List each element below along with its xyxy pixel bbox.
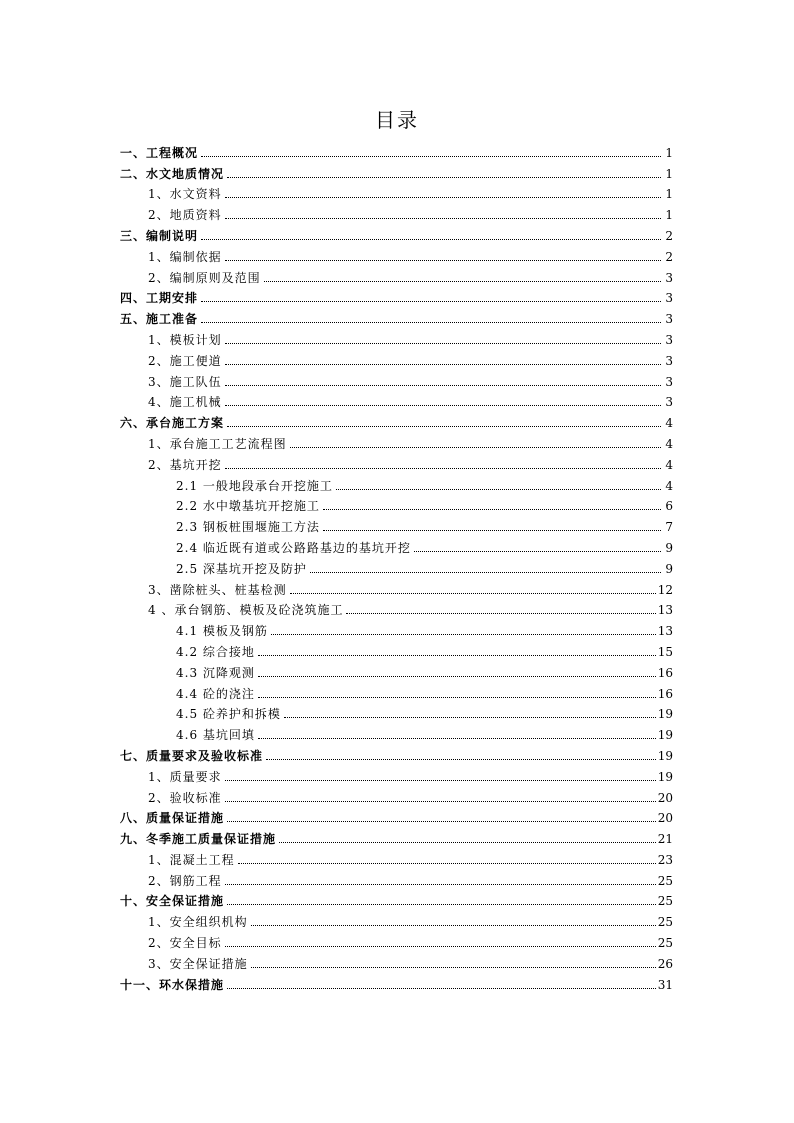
toc-entry[interactable] [120, 493, 673, 514]
dot-leader [225, 405, 661, 406]
toc-entry-title: 1、混凝土工程 [148, 852, 235, 867]
dot-leader [258, 655, 656, 656]
toc-entry-title: 1、承台施工工艺流程图 [148, 436, 287, 451]
dot-leader [310, 572, 661, 573]
toc-entry-page-number: 12 [657, 582, 673, 597]
dot-leader [201, 322, 661, 323]
toc-entry-title: 2、编制原则及范围 [148, 270, 261, 285]
dot-leader [225, 343, 661, 344]
toc-entry-title: 3、安全保证措施 [148, 956, 248, 971]
toc-entry[interactable] [120, 908, 673, 929]
dot-leader [227, 821, 656, 822]
toc-entry-title: 1、编制依据 [148, 249, 222, 264]
toc-entry[interactable] [120, 680, 673, 701]
toc-entry[interactable] [120, 472, 673, 493]
dot-leader [323, 509, 661, 510]
toc-entry-page-number: 25 [657, 873, 673, 888]
toc-entry-title: 2.2 水中墩基坑开挖施工 [176, 499, 320, 514]
dot-leader [225, 385, 661, 386]
dot-leader [279, 842, 656, 843]
toc-entry[interactable] [120, 222, 673, 243]
toc-entry-title: 2、钢筋工程 [148, 873, 222, 888]
toc-entry-title: 七、质量要求及验收标准 [120, 748, 264, 763]
toc-entry[interactable] [120, 243, 673, 264]
toc-entry-title: 4、施工机械 [148, 395, 222, 410]
toc-entry[interactable] [120, 389, 673, 410]
dot-leader [290, 593, 656, 594]
toc-entry[interactable] [120, 742, 673, 763]
dot-leader [284, 717, 656, 718]
toc-entry-title: 四、工期安排 [120, 291, 199, 306]
toc-entry[interactable] [120, 201, 673, 222]
toc-entry[interactable] [120, 305, 673, 326]
dot-leader [336, 489, 661, 490]
toc-entry[interactable] [120, 285, 673, 306]
toc-entry-page-number: 26 [657, 956, 673, 971]
dot-leader [225, 780, 656, 781]
toc-entry-page-number: 3 [665, 291, 673, 306]
dot-leader [227, 426, 661, 427]
toc-entry-title: 六、承台施工方案 [120, 416, 225, 431]
toc-entry[interactable] [120, 451, 673, 472]
toc-entry-title: 八、质量保证措施 [120, 811, 225, 826]
dot-leader [323, 530, 661, 531]
dot-leader [225, 218, 661, 219]
toc-entry-page-number: 23 [657, 852, 673, 867]
toc-entry-page-number: 4 [665, 416, 673, 431]
toc-entry-title: 2、验收标准 [148, 790, 222, 805]
toc-entry-page-number: 2 [665, 228, 673, 243]
toc-entry-page-number: 9 [665, 561, 673, 576]
toc-entry-page-number: 21 [657, 832, 673, 847]
toc-entry-page-number: 13 [657, 624, 673, 639]
toc-entry-page-number: 4 [665, 478, 673, 493]
toc-entry[interactable] [120, 929, 673, 950]
toc-entry[interactable] [120, 576, 673, 597]
toc-entry[interactable] [120, 950, 673, 971]
dot-leader [201, 156, 661, 157]
toc-entry-page-number: 3 [665, 270, 673, 285]
toc-entry-page-number: 9 [665, 540, 673, 555]
dot-leader [201, 301, 661, 302]
toc-entry-page-number: 1 [665, 166, 673, 181]
toc-entry-title: 2.1 一般地段承台开挖施工 [176, 478, 333, 493]
dot-leader [227, 904, 656, 905]
toc-entry[interactable] [120, 701, 673, 722]
table-of-contents [120, 139, 673, 992]
dot-leader [258, 676, 656, 677]
toc-entry-title: 4.3 沉降观测 [176, 665, 255, 680]
toc-entry-page-number: 1 [665, 145, 673, 160]
toc-entry[interactable] [120, 160, 673, 181]
toc-entry[interactable] [120, 368, 673, 389]
toc-entry[interactable] [120, 139, 673, 160]
toc-entry-page-number: 7 [665, 520, 673, 535]
dot-leader [225, 801, 656, 802]
toc-entry-title: 五、施工准备 [120, 312, 199, 327]
toc-entry-title: 2.5 深基坑开挖及防护 [176, 561, 307, 576]
toc-entry-page-number: 2 [665, 249, 673, 264]
toc-entry[interactable] [120, 888, 673, 909]
toc-entry-page-number: 19 [657, 769, 673, 784]
toc-entry-title: 2.4 临近既有道或公路路基边的基坑开挖 [176, 540, 411, 555]
dot-leader [225, 946, 656, 947]
toc-entry-page-number: 13 [657, 603, 673, 618]
toc-entry-page-number: 4 [665, 436, 673, 451]
toc-entry-title: 1、安全组织机构 [148, 915, 248, 930]
toc-entry[interactable] [120, 326, 673, 347]
toc-entry-title: 2.3 钢板桩围堰施工方法 [176, 520, 320, 535]
toc-entry-page-number: 16 [657, 686, 673, 701]
toc-entry[interactable] [120, 430, 673, 451]
toc-entry-title: 4 、承台钢筋、模板及砼浇筑施工 [148, 603, 344, 618]
toc-entry-page-number: 3 [665, 353, 673, 368]
toc-entry-page-number: 4 [665, 457, 673, 472]
toc-entry[interactable] [120, 638, 673, 659]
page-title: 目录 [375, 108, 419, 132]
toc-entry[interactable] [120, 409, 673, 430]
toc-entry[interactable] [120, 825, 673, 846]
toc-entry-title: 十一、环水保措施 [120, 977, 225, 992]
toc-entry[interactable] [120, 805, 673, 826]
dot-leader [225, 364, 661, 365]
toc-entry-title: 2、地质资料 [148, 208, 222, 223]
dot-leader [225, 884, 656, 885]
toc-entry[interactable] [120, 784, 673, 805]
dot-leader [227, 177, 661, 178]
toc-entry[interactable] [120, 721, 673, 742]
toc-entry-title: 3、凿除桩头、桩基检测 [148, 582, 287, 597]
toc-entry[interactable] [120, 617, 673, 638]
toc-entry-page-number: 3 [665, 312, 673, 327]
toc-entry-title: 一、工程概况 [120, 145, 199, 160]
toc-entry[interactable] [120, 597, 673, 618]
toc-entry-page-number: 25 [657, 915, 673, 930]
toc-entry-page-number: 31 [657, 977, 673, 992]
toc-entry-page-number: 1 [665, 187, 673, 202]
toc-entry-page-number: 3 [665, 332, 673, 347]
dot-leader [258, 697, 656, 698]
toc-entry-title: 二、水文地质情况 [120, 166, 225, 181]
toc-entry-page-number: 25 [657, 936, 673, 951]
toc-entry-page-number: 25 [657, 894, 673, 909]
toc-entry-page-number: 1 [665, 208, 673, 223]
toc-entry[interactable] [120, 555, 673, 576]
toc-entry-page-number: 15 [657, 644, 673, 659]
dot-leader [225, 260, 661, 261]
toc-entry[interactable] [120, 867, 673, 888]
toc-entry-title: 2、基坑开挖 [148, 457, 222, 472]
toc-entry-page-number: 3 [665, 395, 673, 410]
toc-entry-title: 1、水文资料 [148, 187, 222, 202]
toc-entry-title: 三、编制说明 [120, 228, 199, 243]
toc-entry-page-number: 19 [657, 748, 673, 763]
toc-entry-title: 2、安全目标 [148, 936, 222, 951]
toc-entry-title: 十、安全保证措施 [120, 894, 225, 909]
toc-entry-title: 4.6 基坑回填 [176, 728, 255, 743]
toc-entry-title: 4.1 模板及钢筋 [176, 624, 268, 639]
dot-leader [201, 239, 661, 240]
dot-leader [227, 988, 656, 989]
toc-entry[interactable] [120, 659, 673, 680]
toc-entry[interactable] [120, 513, 673, 534]
dot-leader [414, 551, 661, 552]
toc-entry[interactable] [120, 534, 673, 555]
dot-leader [258, 738, 656, 739]
dot-leader [251, 925, 656, 926]
toc-entry-page-number: 3 [665, 374, 673, 389]
toc-entry-title: 3、施工队伍 [148, 374, 222, 389]
toc-entry[interactable] [120, 763, 673, 784]
dot-leader [238, 863, 656, 864]
toc-entry-page-number: 20 [657, 811, 673, 826]
toc-entry-title: 1、模板计划 [148, 332, 222, 347]
toc-entry-title: 九、冬季施工质量保证措施 [120, 832, 277, 847]
dot-leader [290, 447, 661, 448]
dot-leader [264, 281, 661, 282]
toc-entry-page-number: 16 [657, 665, 673, 680]
toc-entry-title: 4.2 综合接地 [176, 644, 255, 659]
toc-entry-page-number: 19 [657, 728, 673, 743]
dot-leader [251, 967, 656, 968]
dot-leader [225, 197, 661, 198]
toc-entry-page-number: 20 [657, 790, 673, 805]
toc-entry-page-number: 6 [665, 499, 673, 514]
toc-entry-title: 2、施工便道 [148, 353, 222, 368]
dot-leader [266, 759, 656, 760]
toc-entry[interactable] [120, 846, 673, 867]
toc-entry-title: 4.4 砼的浇注 [176, 686, 255, 701]
toc-entry[interactable] [120, 264, 673, 285]
toc-entry-title: 4.5 砼养护和拆模 [176, 707, 281, 722]
toc-entry-title: 1、质量要求 [148, 769, 222, 784]
dot-leader [271, 634, 656, 635]
toc-entry[interactable] [120, 347, 673, 368]
toc-entry[interactable] [120, 971, 673, 992]
toc-entry[interactable] [120, 181, 673, 202]
dot-leader [346, 613, 655, 614]
toc-entry-page-number: 19 [657, 707, 673, 722]
dot-leader [225, 468, 661, 469]
